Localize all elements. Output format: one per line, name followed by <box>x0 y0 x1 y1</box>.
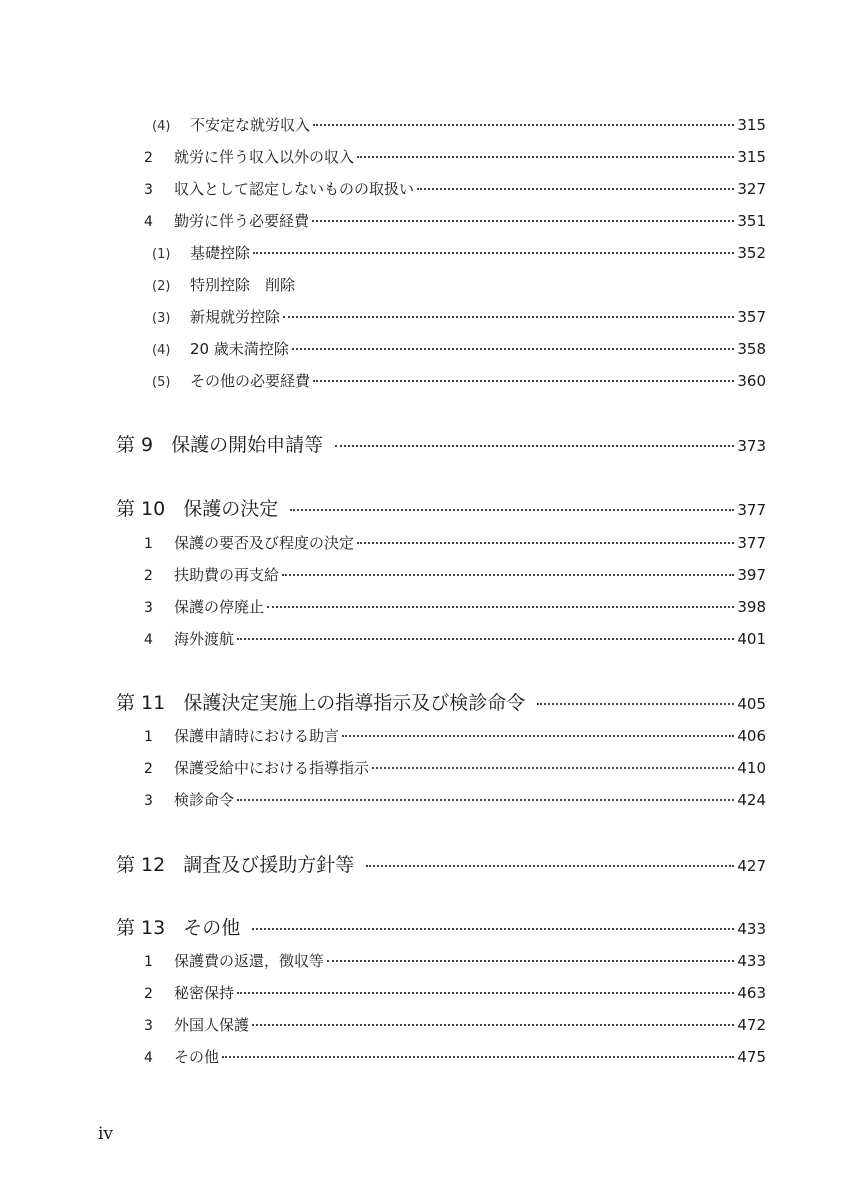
dot-leader <box>357 542 734 544</box>
chapter-title: 保護決定実施上の指導指示及び検診命令 <box>183 692 526 714</box>
entry-page: 358 <box>737 340 766 358</box>
toc-chapter <box>116 850 766 877</box>
toc-entry <box>152 274 766 295</box>
entry-page: 433 <box>737 952 766 970</box>
entry-title: 新規就労控除 <box>190 308 281 326</box>
entry-title: 検診命令 <box>174 791 235 809</box>
entry-title: 勤労に伴う必要経費 <box>174 212 310 230</box>
entry-number: 2 <box>144 150 153 166</box>
toc-chapter <box>116 430 766 457</box>
toc-entry <box>144 628 766 649</box>
dot-leader <box>313 124 734 126</box>
dot-leader <box>237 638 734 640</box>
entry-title: 秘密保持 <box>174 984 235 1002</box>
chapter-number: 第 10 <box>116 498 166 520</box>
chapter-page: 405 <box>737 695 766 713</box>
entry-title: 保護費の返還，徴収等 <box>174 952 325 970</box>
entry-number: 1 <box>144 954 153 970</box>
toc-entry <box>152 306 766 327</box>
dot-leader <box>222 1056 734 1058</box>
entry-title: 収入として認定しないものの取扱い <box>174 180 415 198</box>
dot-leader <box>237 799 734 801</box>
toc-entry <box>144 950 766 971</box>
toc-entry <box>144 178 766 199</box>
toc-entry <box>152 370 766 391</box>
entry-title: その他 <box>174 1048 220 1066</box>
entry-number: 4 <box>144 214 153 230</box>
chapter-number: 第 9 <box>116 434 154 456</box>
entry-page: 410 <box>737 759 766 777</box>
entry-number: (5) <box>152 375 171 390</box>
chapter-page: 427 <box>737 857 766 875</box>
entry-number: 3 <box>144 1018 153 1034</box>
entry-page: 351 <box>737 212 766 230</box>
entry-number: 1 <box>144 729 153 745</box>
dot-leader <box>312 220 734 222</box>
entry-page: 406 <box>737 727 766 745</box>
entry-title: 扶助費の再支給 <box>174 566 280 584</box>
entry-page: 352 <box>737 244 766 262</box>
chapter-page: 377 <box>737 501 766 519</box>
entry-number: 1 <box>144 536 153 552</box>
toc-entry <box>144 210 766 231</box>
chapter-number: 第 13 <box>116 917 166 939</box>
entry-title: 不安定な就労収入 <box>190 116 311 134</box>
dot-leader <box>282 574 734 576</box>
chapter-number: 第 12 <box>116 854 166 876</box>
dot-leader <box>292 348 735 350</box>
dot-leader <box>327 960 734 962</box>
dot-leader <box>253 252 734 254</box>
entry-title: 外国人保護 <box>174 1016 250 1034</box>
toc-chapter <box>116 913 766 940</box>
toc-entry <box>144 1014 766 1035</box>
chapter-title: 保護の決定 <box>183 498 279 520</box>
chapter-page: 373 <box>737 437 766 455</box>
entry-page: 360 <box>737 372 766 390</box>
dot-leader <box>366 865 734 867</box>
toc-entry <box>144 725 766 746</box>
entry-number: 2 <box>144 761 153 777</box>
entry-page: 463 <box>737 984 766 1002</box>
entry-number: 4 <box>144 1050 153 1066</box>
entry-title: その他の必要経費 <box>190 372 311 390</box>
entry-number: (4) <box>152 343 171 358</box>
entry-page: 357 <box>737 308 766 326</box>
entry-page: 327 <box>737 180 766 198</box>
toc-chapter <box>116 688 766 715</box>
entry-page: 475 <box>737 1048 766 1066</box>
entry-title: 保護の要否及び程度の決定 <box>174 534 355 552</box>
toc-entry <box>144 789 766 810</box>
entry-title: 保護申請時における助言 <box>174 727 340 745</box>
dot-leader <box>237 992 734 994</box>
dot-leader <box>417 188 734 190</box>
chapter-title: 調査及び援助方針等 <box>183 854 355 876</box>
chapter-page: 433 <box>737 920 766 938</box>
dot-leader <box>335 445 734 447</box>
toc-entry <box>152 242 766 263</box>
page-folio: iv <box>98 1124 114 1144</box>
toc-entry <box>144 982 766 1003</box>
toc-entry <box>152 114 766 135</box>
entry-title: 特別控除 削除 <box>190 276 296 294</box>
entry-number: (2) <box>152 279 171 294</box>
entry-number: (3) <box>152 311 171 326</box>
entry-number: 4 <box>144 632 153 648</box>
dot-leader <box>313 380 734 382</box>
entry-title: 20 歳未満控除 <box>190 340 289 358</box>
chapter-title: 保護の開始申請等 <box>171 434 324 456</box>
dot-leader <box>267 606 734 608</box>
dot-leader <box>357 156 734 158</box>
dot-leader <box>537 703 734 705</box>
entry-number: 3 <box>144 793 153 809</box>
dot-leader <box>252 1024 734 1026</box>
chapter-number: 第 11 <box>116 692 166 714</box>
entry-page: 401 <box>737 630 766 648</box>
entry-title: 海外渡航 <box>174 630 235 648</box>
toc-entry <box>144 532 766 553</box>
entry-page: 472 <box>737 1016 766 1034</box>
toc-entry <box>144 1046 766 1067</box>
entry-page: 398 <box>737 598 766 616</box>
entry-number: (4) <box>152 119 171 134</box>
toc-chapter <box>116 494 766 521</box>
entry-title: 基礎控除 <box>190 244 251 262</box>
toc-entry <box>144 757 766 778</box>
dot-leader <box>342 735 734 737</box>
entry-title: 保護受給中における指導指示 <box>174 759 370 777</box>
dot-leader <box>290 509 734 511</box>
dot-leader <box>372 767 734 769</box>
dot-leader <box>252 928 734 930</box>
entry-title: 就労に伴う収入以外の収入 <box>174 148 355 166</box>
chapter-title: その他 <box>183 917 241 939</box>
entry-page: 397 <box>737 566 766 584</box>
entry-number: 2 <box>144 568 153 584</box>
entry-number: 2 <box>144 986 153 1002</box>
entry-page: 377 <box>737 534 766 552</box>
dot-leader <box>283 316 734 318</box>
entry-page: 424 <box>737 791 766 809</box>
entry-page: 315 <box>737 116 766 134</box>
entry-number: 3 <box>144 182 153 198</box>
toc-entry <box>144 564 766 585</box>
entry-title: 保護の停廃止 <box>174 598 265 616</box>
toc-entry <box>144 146 766 167</box>
toc-entry <box>152 338 766 359</box>
toc-entry <box>144 596 766 617</box>
entry-page: 315 <box>737 148 766 166</box>
entry-number: 3 <box>144 600 153 616</box>
entry-number: (1) <box>152 247 171 262</box>
